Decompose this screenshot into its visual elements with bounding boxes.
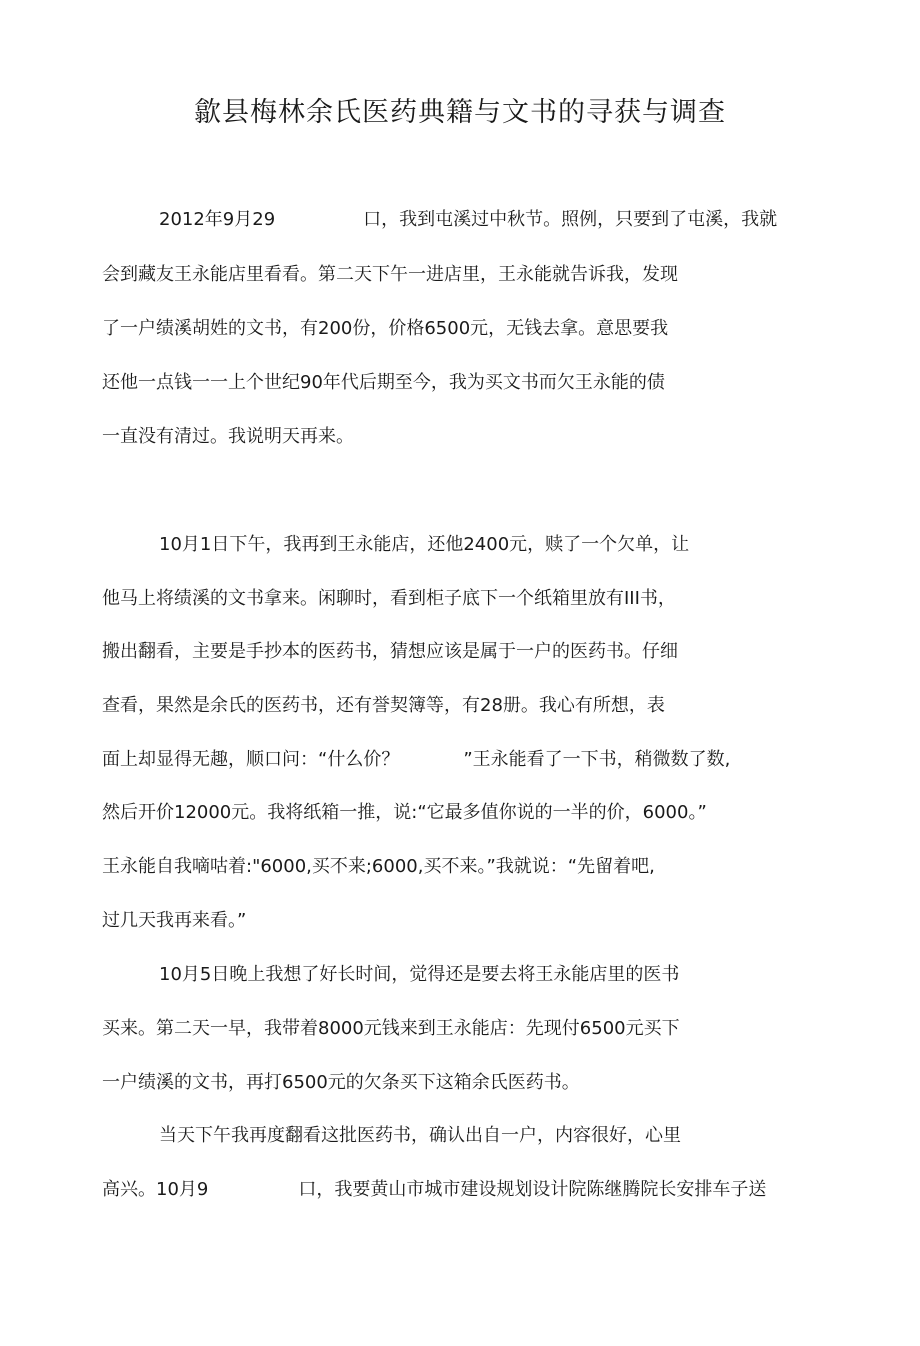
paragraph-line: 王永能自我嘀咕着:"6000,买不来;6000,买不来。”我就说：“先留着吧, [102,856,655,877]
paragraph-line: 然后开价12000元。我将纸箱一推，说:“它最多值你说的一半的价，6000。” [102,802,707,823]
paragraph-line: 了一户绩溪胡姓的文书，有200份，价格6500元，无钱去拿。意思要我 [102,318,669,339]
line-text: 口，我到屯溪过中秋节。照例，只要到了屯溪，我就 [363,209,778,230]
paragraph-line: 查看，果然是余氏的医药书，还有誉契簿等，有28册。我心有所想，表 [102,695,665,716]
line-text: 2012年9月29 [159,209,276,230]
line-text: 口，我要黄山市城市建设规划设计院陈继腾院长安排车子送 [298,1179,767,1200]
line-text: 面上却显得无趣，顺口问：“什么价？ [102,749,400,770]
paragraph-line [102,748,730,772]
paragraph-line [159,208,777,232]
line-text: 高兴。10月9 [102,1179,209,1200]
paragraph-line: 10月5日晚上我想了好长时间，觉得还是要去将王永能店里的医书 [159,964,680,985]
paragraph-line: 还他一点钱一一上个世纪90年代后期至今，我为买文书而欠王永能的债 [102,372,665,393]
paragraph-line: 搬出翻看，主要是手抄本的医药书，猜想应该是属于一户的医药书。仔细 [102,641,678,662]
paragraph-line: 当天下午我再度翻看这批医药书，确认出自一户，内容很好，心里 [159,1125,681,1146]
paragraph-line: 10月1日下午，我再到王永能店，还他2400元，赎了一个欠单，让 [159,534,690,555]
paragraph-line: 他马上将绩溪的文书拿来。闲聊时，看到柜子底下一个纸箱里放有III书， [102,588,676,609]
paragraph-line: 一户绩溪的文书，再打6500元的欠条买下这箱余氏医药书。 [102,1072,580,1093]
paragraph-line: 买来。第二天一早，我带着8000元钱来到王永能店：先现付6500元买下 [102,1018,680,1039]
paragraph-line [102,1178,766,1202]
paragraph-line: 一直没有清过。我说明天再来。 [102,426,354,447]
page-title: 歙县梅林余氏医药典籍与文书的寻获与调查 [194,97,726,128]
line-text: ”王永能看了一下书，稍微数了数, [463,749,731,770]
paragraph-line: 过几天我再来看。” [102,910,247,931]
paragraph-line: 会到藏友王永能店里看看。第二天下午一进店里，王永能就告诉我，发现 [102,264,678,285]
